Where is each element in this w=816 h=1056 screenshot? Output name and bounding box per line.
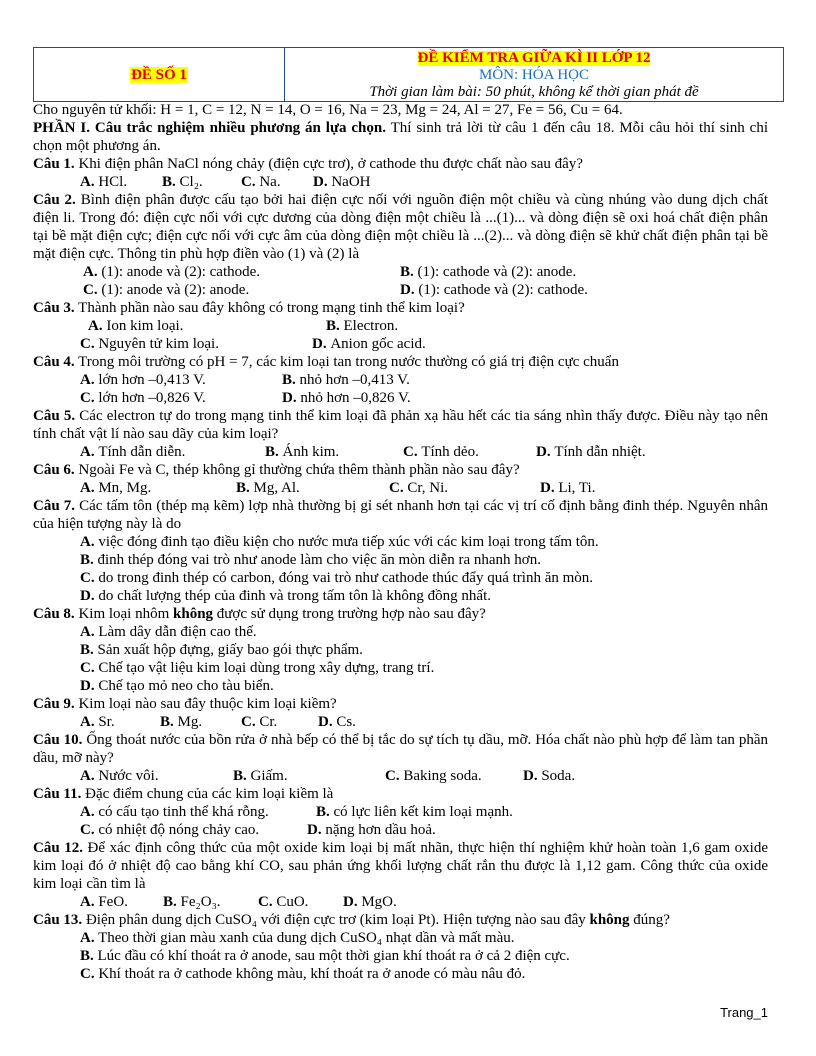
options-row — [33, 443, 768, 461]
option-a: A. Mn, Mg. — [80, 480, 152, 496]
option-c: C. CuO. — [258, 894, 309, 910]
question-text: Ống thoát nước của bồn rửa ở nhà bếp có thể bị tắc do sự tích tụ dầu, mỡ. Hóa chất nào phù hợp để làm tan phần dầu, mỡ này? — [33, 732, 768, 766]
question-3 — [33, 299, 768, 317]
option-b: B. Fe₂O₃. — [163, 894, 221, 910]
option-a: A. việc đóng đinh tạo điều kiện cho nước mưa tiếp xúc với các kim loại trong tấm tôn. — [80, 534, 599, 550]
question-number: Câu 2. — [33, 192, 76, 208]
option-c: C. (1): anode và (2): anode. — [83, 282, 250, 298]
question-10 — [33, 731, 768, 767]
header-right-cell — [285, 48, 784, 102]
option-d: D. do chất lượng thép của đinh và trong tấm tôn là không đồng nhất. — [80, 588, 491, 604]
options-row — [33, 281, 768, 299]
option-a: A. (1): anode và (2): cathode. — [83, 264, 261, 280]
option-c: C. Nguyên tử kim loại. — [80, 336, 219, 352]
question-text: Kim loại nào sau đây thuộc kim loại kiềm? — [74, 696, 337, 712]
option-d: D. Soda. — [523, 768, 576, 784]
option-a: A. có cấu tạo tinh thể khá rỗng. — [80, 804, 269, 820]
question-9 — [33, 695, 768, 713]
question-number: Câu 9. — [33, 696, 75, 712]
question-text: Các tấm tôn (thép mạ kẽm) lợp nhà thường bị gỉ sét nhanh hơn tại các vị trí cố định bằng đinh thép. Nguyên nhân của hiện tượng này là do — [33, 498, 768, 532]
option-b: B. đinh thép đóng vai trò như anode làm cho việc ăn mòn diễn ra nhanh hơn. — [80, 552, 541, 568]
option-c: C. có nhiệt độ nóng chảy cao. — [80, 822, 260, 838]
options-row — [33, 713, 768, 731]
options-row — [33, 389, 768, 407]
option-b: B. Lúc đầu có khí thoát ra ở anode, sau một thời gian khí thoát ra ở cả 2 điện cực. — [80, 948, 570, 964]
options-row — [33, 371, 768, 389]
question-2 — [33, 191, 768, 263]
question-7 — [33, 497, 768, 533]
option-a: A. Theo thời gian màu xanh của dung dịch CuSO₄ nhạt dần và mất màu. — [80, 930, 515, 946]
option-d: D. Cs. — [318, 714, 356, 730]
option-b: B. Mg, Al. — [236, 480, 300, 496]
option-b: B. Electron. — [326, 318, 399, 334]
option-c: C. lớn hơn –0,826 V. — [80, 390, 206, 406]
question-11 — [33, 785, 768, 803]
option-d: D. Tính dẫn nhiệt. — [536, 444, 646, 460]
question-text: Trong môi trường có pH = 7, các kim loại tan trong nước thường có giá trị điện cực chuẩn — [74, 354, 619, 370]
exam-content — [33, 101, 768, 983]
option-b: B. nhỏ hơn –0,413 V. — [282, 372, 410, 388]
question-number: Câu 3. — [33, 300, 75, 316]
page-number: Trang_1 — [720, 1005, 768, 1020]
part-1-instruction: Thí sinh trả lời từ câu 1 đến câu 18. Mỗi câu hỏi thí sinh chỉ chọn một phương án. — [33, 120, 768, 154]
part-1-heading: PHẦN I. Câu trắc nghiệm nhiều phương án lựa chọn. — [33, 120, 386, 136]
option-d: D. Chế tạo mỏ neo cho tàu biển. — [80, 678, 274, 694]
question-number: Câu 13. — [33, 912, 83, 928]
header-table — [33, 47, 784, 102]
option-c: C. Cr. — [241, 714, 278, 730]
options-row — [33, 893, 768, 911]
question-6 — [33, 461, 768, 479]
option-d: D. MgO. — [343, 894, 397, 910]
option-a: A. lớn hơn –0,413 V. — [80, 372, 206, 388]
option-c: C. do trong đinh thép có carbon, đóng vai trò như cathode thúc đẩy quá trình ăn mòn. — [80, 570, 594, 586]
question-text: Thành phần nào sau đây không có trong mạng tinh thể kim loại? — [74, 300, 465, 316]
option-d: D. Li, Ti. — [540, 480, 596, 496]
option-a: A. Sr. — [80, 714, 115, 730]
options-row — [33, 479, 768, 497]
option-d: D. nặng hơn dầu hoả. — [307, 822, 436, 838]
options-row — [33, 821, 768, 839]
exam-number: ĐỀ SỐ 1 — [131, 66, 187, 83]
exam-time: Thời gian làm bài: 50 phút, không kể thời gian phát đề — [369, 84, 699, 100]
options-row — [33, 263, 768, 281]
question-text: Để xác định công thức của một oxide kim loại bị mất nhãn, thực hiện thí nghiệm khử hoàn toàn 1,6 gam oxide kim loại đó ở nhiệt độ cao bằng khí CO, sau phản ứng khối lượng chất rắn thu được là 1,12 gam. Công thức của oxide kim loại cần tìm là — [33, 840, 769, 892]
exam-title: ĐỀ KIỂM TRA GIỮA KÌ II LỚP 12 — [417, 50, 651, 66]
option-b: B. Cl₂. — [162, 174, 203, 190]
option-d: D. (1): cathode và (2): cathode. — [400, 282, 588, 298]
options-row — [33, 767, 768, 785]
question-text: Đặc điểm chung của các kim loại kiềm là — [81, 786, 334, 802]
option-a: A. FeO. — [80, 894, 128, 910]
question-5 — [33, 407, 768, 443]
question-text: Ngoài Fe và C, thép không gỉ thường chứa thêm thành phần nào sau đây? — [74, 462, 520, 478]
header-left-cell — [34, 48, 285, 102]
option-b: B. Sản xuất hộp đựng, giấy bao gói thực phẩm. — [80, 642, 363, 658]
question-number: Câu 10. — [33, 732, 83, 748]
option-c: C. Na. — [241, 174, 281, 190]
question-number: Câu 1. — [33, 156, 75, 172]
options-row — [33, 317, 768, 335]
question-1 — [33, 155, 768, 173]
option-d: D. nhỏ hơn –0,826 V. — [282, 390, 411, 406]
option-b: B. (1): cathode và (2): anode. — [400, 264, 577, 280]
question-8: Câu 8. Kim loại nhôm không được sử dụng trong trường hợp nào sau đây? — [33, 606, 486, 622]
question-text: Các electron tự do trong mạng tinh thể kim loại đã phản xạ hầu hết các tia sáng nhìn thấy được. Điều này tạo nên tính chất vật lí nào sau dãy của kim loại? — [33, 408, 768, 442]
exam-subject: MÔN: HÓA HỌC — [478, 67, 589, 83]
option-c: C. Khí thoát ra ở cathode không màu, khí thoát ra ở anode có màu nâu đỏ. — [80, 966, 526, 982]
question-number: Câu 6. — [33, 462, 75, 478]
question-12 — [33, 839, 768, 893]
option-b: B. Ánh kim. — [265, 444, 340, 460]
option-c: C. Chế tạo vật liệu kim loại dùng trong xây dựng, trang trí. — [80, 660, 435, 676]
question-number: Câu 8. — [33, 606, 75, 622]
question-number: Câu 4. — [33, 354, 75, 370]
question-number: Câu 11. — [33, 786, 82, 802]
option-c: C. Baking soda. — [385, 768, 482, 784]
question-number: Câu 5. — [33, 408, 76, 424]
options-row — [33, 173, 768, 191]
option-b: B. Giấm. — [233, 768, 288, 784]
option-d: D. NaOH — [313, 174, 371, 190]
question-4 — [33, 353, 768, 371]
option-a: A. HCl. — [80, 174, 128, 190]
question-13: Câu 13. Điện phân dung dịch CuSO₄ với điện cực trơ (kim loại Pt). Hiện tượng nào sau đây không đúng? — [33, 912, 670, 928]
question-number: Câu 7. — [33, 498, 75, 514]
question-text: Khi điện phân NaCl nóng chảy (điện cực trơ), ở cathode thu được chất nào sau đây? — [74, 156, 583, 172]
option-b: B. Mg. — [160, 714, 203, 730]
option-c: C. Tính dẻo. — [403, 444, 479, 460]
options-row — [33, 335, 768, 353]
option-a: A. Làm dây dẫn điện cao thế. — [80, 624, 257, 640]
part-1-intro — [33, 119, 768, 155]
option-a: A. Ion kim loại. — [88, 318, 184, 334]
options-row — [33, 803, 768, 821]
option-c: C. Cr, Ni. — [389, 480, 448, 496]
option-d: D. Anion gốc acid. — [312, 336, 426, 352]
atomic-masses: Cho nguyên tử khối: H = 1, C = 12, N = 14, O = 16, Na = 23, Mg = 24, Al = 27, Fe = 56, Cu = 64. — [33, 102, 623, 118]
option-b: B. có lực liên kết kim loại mạnh. — [316, 804, 513, 820]
option-a: A. Nước vôi. — [80, 768, 159, 784]
question-number: Câu 12. — [33, 840, 83, 856]
option-a: A. Tính dẫn diễn. — [80, 444, 186, 460]
question-text: Bình điện phân được cấu tạo bởi hai điện cực nối với nguồn điện một chiều và cùng nhúng vào dung dịch chất điện li. Trong đó: điện cực nối với cực dương của dòng điện một chiều là ...(1)... và dòng điện sẽ oxi hoá chất điện phân tại bề mặt điện cực; điện cực nối với cực âm của dòng điện một chiều là ...(2)... và dòng điện sẽ khử chất điện phân tại bề mặt điện cực. Thông tin phù hợp điền vào (1) và (2) là — [33, 192, 768, 262]
